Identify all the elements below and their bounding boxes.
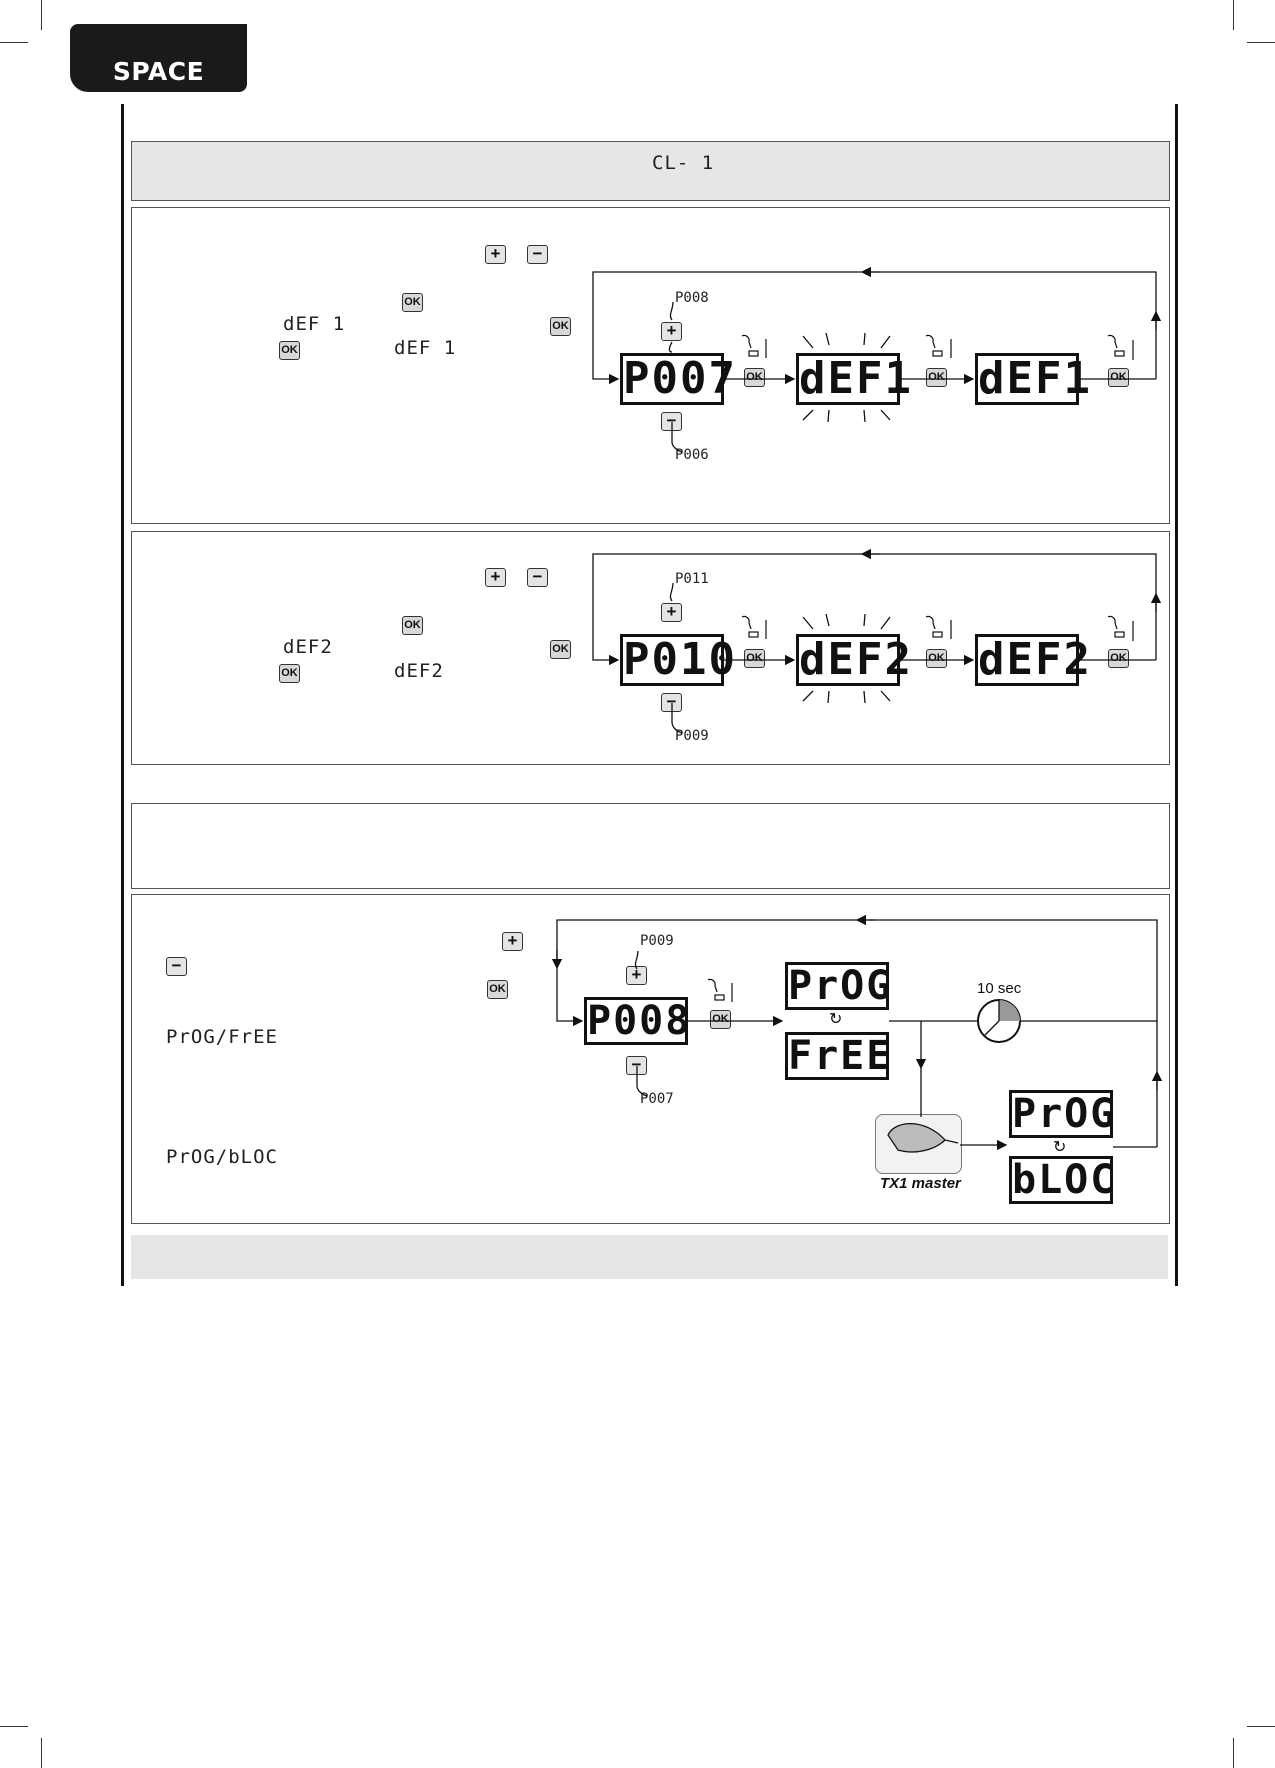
minus-key-icon: − (661, 412, 682, 431)
plus-key-icon: + (502, 932, 523, 951)
previous-parameter-label: P009 (675, 728, 709, 744)
confirmed-display: dEF1 (975, 353, 1079, 405)
ok-key-icon: OK (279, 664, 300, 683)
previous-parameter-label: P006 (675, 447, 709, 463)
crop-mark (1247, 1726, 1275, 1727)
next-parameter-label: P009 (640, 933, 674, 949)
crop-mark (1247, 42, 1275, 43)
crop-mark (1233, 0, 1234, 30)
inline-code-def1: dEF 1 (283, 313, 346, 335)
inline-code-prog-free: PrOG/FrEE (166, 1026, 278, 1048)
ok-key-icon: OK (744, 649, 765, 668)
bloc-display: bLOC (1009, 1156, 1113, 1204)
inline-code-def2: dEF2 (394, 660, 444, 682)
ok-key-icon: OK (487, 980, 508, 999)
timer-label: 10 sec (977, 980, 1022, 997)
minus-key-icon: − (661, 693, 682, 712)
ok-key-icon: OK (550, 317, 571, 336)
plus-key-icon: + (485, 245, 506, 264)
brand-tab (70, 24, 247, 92)
ok-key-icon: OK (550, 640, 571, 659)
inline-code-def2: dEF2 (283, 636, 333, 658)
footer-grey-band (131, 1235, 1168, 1279)
section-code: CL- 1 (652, 152, 715, 174)
next-parameter-label: P008 (675, 290, 709, 306)
parameter-display: P008 (584, 997, 688, 1045)
parameter-display: P010 (620, 634, 724, 686)
ok-key-icon: OK (926, 649, 947, 668)
free-display: FrEE (785, 1032, 889, 1080)
remote-control-icon (875, 1114, 962, 1174)
next-parameter-label: P011 (675, 571, 709, 587)
previous-parameter-label: P007 (640, 1091, 674, 1107)
ok-key-icon: OK (279, 341, 300, 360)
left-page-rule (121, 104, 124, 1286)
ok-key-icon: OK (710, 1010, 731, 1029)
remote-caption: TX1 master (880, 1175, 961, 1192)
minus-key-icon: − (166, 957, 187, 976)
plus-key-icon: + (661, 603, 682, 622)
plus-key-icon: + (661, 322, 682, 341)
crop-mark (0, 42, 28, 43)
right-page-rule (1175, 104, 1178, 1286)
crop-mark (41, 1738, 42, 1768)
section-title-panel (131, 141, 1170, 201)
note-panel (131, 803, 1170, 889)
crop-mark (0, 1726, 28, 1727)
ok-key-icon: OK (744, 368, 765, 387)
inline-code-prog-bloc: PrOG/bLOC (166, 1146, 278, 1168)
parameter-display: P007 (620, 353, 724, 405)
inline-code-def1: dEF 1 (394, 337, 457, 359)
cycle-icon: ↻ (1053, 1137, 1067, 1156)
ok-key-icon: OK (926, 368, 947, 387)
prog-display: PrOG (1009, 1090, 1113, 1138)
minus-key-icon: − (527, 568, 548, 587)
crop-mark (1233, 1738, 1234, 1768)
ok-key-icon: OK (1108, 649, 1129, 668)
plus-key-icon: + (626, 966, 647, 985)
ok-key-icon: OK (402, 293, 423, 312)
brand-name: SPACE (112, 57, 205, 86)
cycle-icon: ↻ (829, 1009, 843, 1028)
blinking-display: dEF1 (796, 353, 900, 405)
blinking-display: dEF2 (796, 634, 900, 686)
crop-mark (41, 0, 42, 30)
minus-key-icon: − (527, 245, 548, 264)
prog-display: PrOG (785, 962, 889, 1010)
minus-key-icon: − (626, 1056, 647, 1075)
plus-key-icon: + (485, 568, 506, 587)
ok-key-icon: OK (402, 616, 423, 635)
confirmed-display: dEF2 (975, 634, 1079, 686)
ok-key-icon: OK (1108, 368, 1129, 387)
